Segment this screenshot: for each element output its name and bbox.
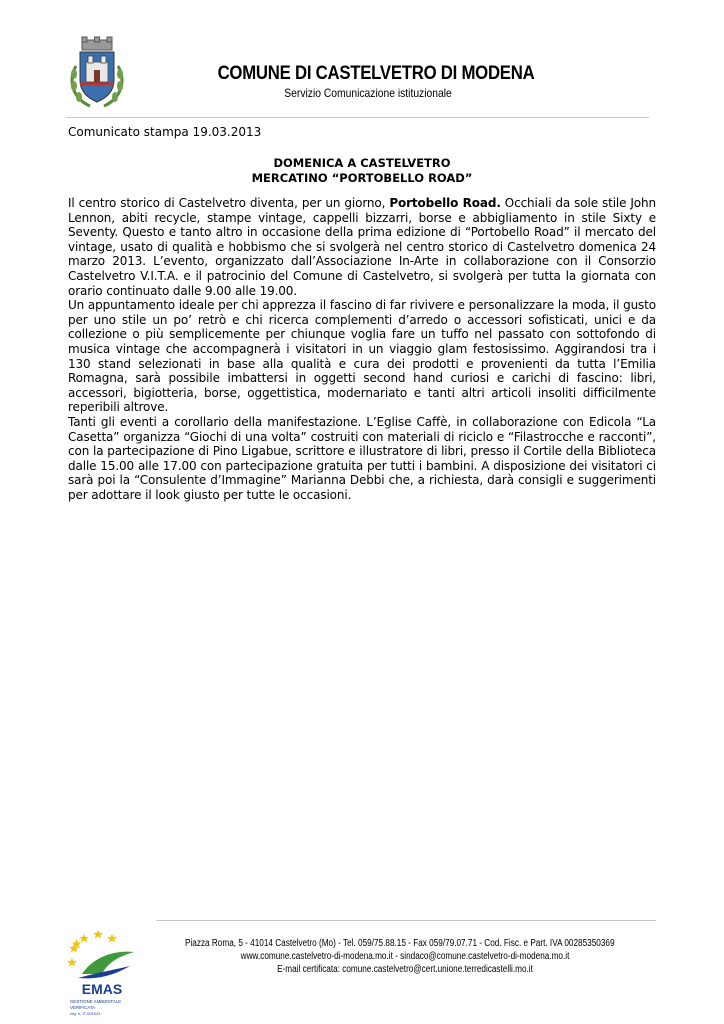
paragraph-1-highlight: Portobello Road. [389, 196, 501, 210]
emas-label: EMAS [81, 981, 123, 997]
office-subtitle: Servizio Comunicazione istituzionale [284, 86, 452, 100]
paragraph-1-intro: Il centro storico di Castelvetro diventa, per un giorno, [68, 196, 390, 210]
paragraph-2: Un appuntamento ideale per chi apprezza il fascino di far rivivere e personalizzare la moda, il gusto per uno stile un po’ retrò e chi ricerca complementi d’arredo o accessori sofisticati, unici e da collezione o più semplicemente per chiunque voglia fare un tuffo nel passato con sottofondo di musica vintage che accompagnerà i visitatori in un viaggio glam festosissimo. Aggirandosi tra i 130 stand selezionati in base alla qualità e cura dei prodotti e provenienti da tutta l’Emilia Romagna, sarà possibile imbattersi in oggetti second hand curiosi e carichi di fascino: libri, accessori, bigiotteria, borse, oggettistica, modernariato e tanti altri articoli insoliti difficilmente reperibili altrove. [68, 298, 656, 415]
footer-pec: E-mail certificata: comune.castelvetro@cert.unione.terredicastelli.mo.it [277, 964, 533, 975]
release-body [68, 196, 656, 502]
paragraph-1 [68, 196, 656, 298]
emas-registration: reg. n. IT-001024 [70, 1011, 101, 1016]
release-title-line-2: MERCATINO “PORTOBELLO ROAD” [251, 170, 473, 185]
footer-contact [140, 937, 640, 976]
paragraph-1-rest: Occhiali da sole stile John Lennon, abiti recycle, stampe vintage, cappelli bizzarri, borse e abbigliamento in stile Sixty e Seventy. Questo e tanto altro in occasione della prima edizione di “Portobello Road” il mercato del vintage, usato di qualità e hobbismo che si svolgerà nel centro storico di Castelvetro domenica 24 marzo 2013. L’evento, organizzato dall’Associazione In-Arte in collaborazione con il Consorzio Castelvetro V.I.T.A. e il patrocinio del Comune di Castelvetro, si svolgerà per tutta la giornata con orario continuato dalle 9.00 alle 19.00. [68, 196, 656, 298]
municipal-crest-icon [66, 36, 128, 110]
footer-divider [156, 920, 656, 921]
release-title-line-1: DOMENICA A CASTELVETRO [273, 156, 451, 170]
paragraph-3: Tanti gli eventi a corollario della manifestazione. L’Eglise Caffè, in collaborazione con Edicola “La Casetta” organizza “Giochi di una volta” costruiti con materiali di riciclo e “Filastrocche e racconti”, con la partecipazione di Pino Ligabue, scrittore e illustratore di libri, presso il Cortile della Biblioteca dalle 15.00 alle 17.00 con partecipazione gratuita per tutti i bambini. A disposizione dei visitatori ci sarà poi la “Consulente d’Immagine” Marianna Debbi che, a richiesta, darà consigli e suggerimenti per adottare il look giusto per tutte le occasioni. [68, 414, 656, 502]
municipality-title: COMUNE DI CASTELVETRO DI MODENA [217, 62, 534, 84]
footer-address: Piazza Roma, 5 - 41014 Castelvetro (Mo) - Tel. 059/75.88.15 - Fax 059/79.07.71 - Cod. Fisc. e Part. IVA 00285350369 [185, 938, 615, 949]
header-divider [66, 117, 649, 118]
emas-subtitle-2: VERIFICATA [70, 1005, 96, 1010]
emas-subtitle-1: GESTIONE AMBIENTALE [70, 999, 122, 1004]
footer-web-email: www.comune.castelvetro-di-modena.mo.it - sindaco@comune.castelvetro-di-modena.mo.it [240, 951, 570, 962]
release-title [68, 156, 656, 185]
press-release-date: Comunicato stampa 19.03.2013 [68, 125, 262, 139]
emas-logo-icon [64, 922, 140, 1018]
